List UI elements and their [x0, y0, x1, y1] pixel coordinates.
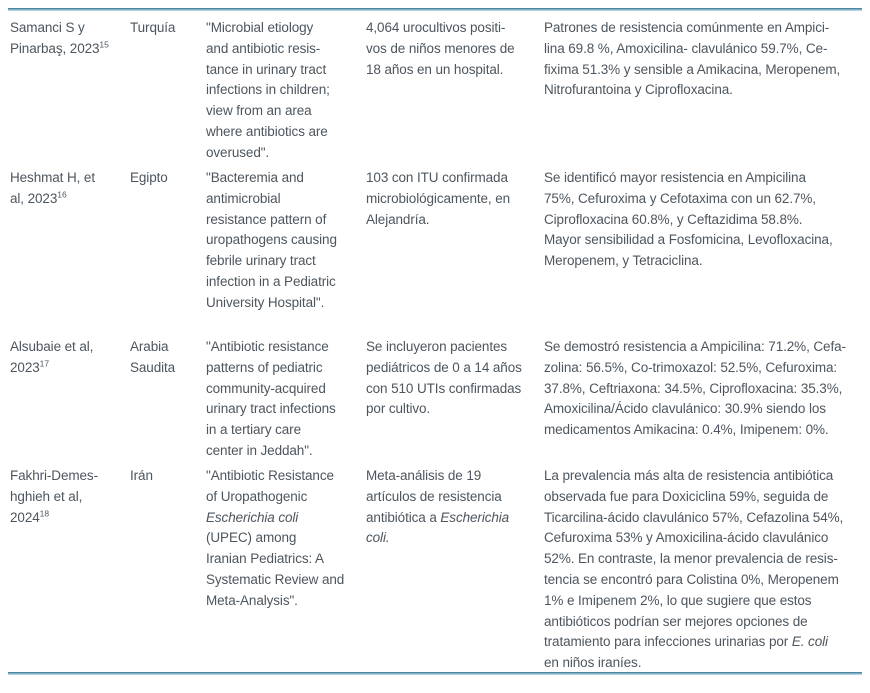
text-line: 4,064 urocultivos positi- — [366, 20, 506, 35]
text-line: Se incluyeron pacientes — [366, 339, 508, 354]
text-line: community-acquired — [206, 380, 326, 396]
country-cell — [130, 466, 206, 674]
text-line: infections in children; — [206, 82, 330, 98]
author-cell — [10, 337, 130, 462]
text-line: Meropenem, y Tetraciclina. — [544, 253, 703, 269]
text-line: Meta-Analysis". — [206, 592, 298, 608]
title-cell — [206, 466, 366, 674]
sample-cell — [366, 168, 544, 330]
text-line: overused". — [206, 144, 270, 160]
text-line: con 510 UTIs confirmadas — [366, 380, 522, 396]
text-line: Meta-análisis de 19 — [366, 468, 482, 483]
text-line: zolina: 56.5%, Co-trimoxazol: 52.5%, Cefuroxima: — [544, 359, 838, 375]
text-line: Iranian Pediatrics: A — [206, 551, 324, 567]
text-line: University Hospital". — [206, 294, 325, 310]
author-cell — [10, 18, 130, 164]
country-cell — [130, 18, 206, 164]
text-line: lina 69.8 %, Amoxicilina- clavulánico 59.7%, Ce- — [544, 40, 828, 56]
text-line: view from an area — [206, 103, 312, 119]
text-line: of Uropathogenic — [206, 488, 308, 504]
text-line: Ticarcilina-ácido clavulánico 57%, Cefazolina 54%, — [544, 509, 844, 525]
text-line: Arabia — [130, 339, 169, 354]
text-line: urinary tract infections — [206, 401, 336, 417]
sample-cell — [366, 337, 544, 462]
table-row — [8, 161, 862, 330]
text-line: "Microbial etiology — [206, 20, 314, 35]
text-line: Amoxicilina/Ácido clavulánico: 30.9% siendo los — [544, 401, 826, 417]
author-cell — [10, 168, 130, 330]
text-line: "Bacteremia and — [206, 170, 304, 185]
text-line: 2024$^{18}$ — [10, 508, 50, 525]
text-line: tance in urinary tract — [206, 61, 327, 77]
text-line: antibióticos podrían ser mejores opciones de — [544, 613, 808, 629]
text-line: tratamiento para infecciones urinarias por E. coli — [544, 634, 828, 650]
text-line: 52%. En contraste, la menor prevalencia de resis- — [544, 551, 838, 567]
text-line: "Antibiotic resistance — [206, 339, 329, 354]
text-line: Ciprofloxacina 60.8%, y Ceftazidima 58.8%. — [544, 211, 803, 227]
text-line: hghieh et al, — [10, 488, 83, 504]
text-line: center in Jeddah". — [206, 442, 313, 458]
text-line: al, 2023$^{16}$ — [10, 189, 67, 206]
table-row — [8, 459, 862, 672]
text-line: Cefuroxima 53% y Amoxicilina-ácido clavulánico — [544, 530, 829, 546]
text-line: antibiótica a Escherichia — [366, 509, 510, 525]
text-line: Saudita — [130, 359, 176, 375]
text-line: 37.8%, Ceftriaxona: 34.5%, Ciprofloxacina: 35.3%, — [544, 380, 843, 396]
text-line: Nitrofurantoina y Ciprofloxacina. — [544, 82, 733, 98]
results-cell — [544, 168, 862, 330]
text-line: La prevalencia más alta de resistencia antibiótica — [544, 468, 834, 483]
text-line: resistance pattern of — [206, 211, 327, 227]
text-line: (UPEC) among — [206, 530, 297, 546]
results-cell — [544, 18, 862, 164]
text-line: tencia se encontró para Colistina 0%, Meropenem — [544, 571, 839, 587]
text-line: where antibiotics are — [206, 123, 328, 139]
text-line: 18 años en un hospital. — [366, 61, 504, 77]
author-cell — [10, 466, 130, 674]
text-line: Escherichia coli — [206, 509, 299, 525]
text-line: antimicrobial — [206, 190, 281, 206]
text-line: 103 con ITU confirmada — [366, 170, 508, 185]
results-cell — [544, 337, 862, 462]
text-line: fixima 51.3% y sensible a Amikacina, Meropenem, — [544, 61, 841, 77]
text-line: 1% e Imipenem 2%, lo que sugiere que estos — [544, 592, 812, 608]
text-line: febrile urinary tract — [206, 253, 316, 269]
text-line: Alejandría. — [366, 211, 430, 227]
text-line: "Antibiotic Resistance — [206, 468, 334, 483]
table-row — [8, 330, 862, 459]
text-line: Irán — [130, 468, 153, 483]
text-line: Egipto — [130, 170, 168, 185]
text-line: microbiológicamente, en — [366, 190, 511, 206]
text-line: pediátricos de 0 a 14 años — [366, 359, 522, 375]
text-line: in a tertiary care — [206, 422, 301, 438]
text-line: artículos de resistencia — [366, 488, 502, 504]
text-line: patterns of pediatric — [206, 359, 323, 375]
text-line: Heshmat H, et — [10, 170, 95, 185]
text-line: Mayor sensibilidad a Fosfomicina, Levofloxacina, — [544, 232, 833, 248]
text-line: infection in a Pediatric — [206, 273, 336, 289]
table-row — [8, 11, 862, 161]
sample-cell — [366, 18, 544, 164]
text-line: Samanci S y — [10, 20, 85, 35]
text-line: Pinarbaş, 2023$^{15}$ — [10, 39, 109, 56]
country-cell — [130, 168, 206, 330]
text-line: and antibiotic resis- — [206, 40, 321, 56]
text-line: Patrones de resistencia comúnmente en Ampici- — [544, 20, 830, 35]
text-line: vos de niños menores de — [366, 40, 515, 56]
text-line: 75%, Cefuroxima y Cefotaxima con un 62.7%, — [544, 190, 816, 206]
studies-table — [8, 8, 862, 675]
text-line: Fakhri-Demes- — [10, 468, 98, 483]
title-cell — [206, 168, 366, 330]
text-line: por cultivo. — [366, 401, 431, 417]
title-cell — [206, 18, 366, 164]
text-line: Se demostró resistencia a Ampicilina: 71.2%, Cefa- — [544, 339, 846, 354]
text-line: Turquía — [130, 20, 176, 35]
text-line: medicamentos Amikacina: 0.4%, Imipenem: 0%. — [544, 422, 829, 438]
text-line: uropathogens causing — [206, 232, 337, 248]
text-line: coli. — [366, 530, 390, 546]
text-line: 2023$^{17}$ — [10, 358, 50, 375]
text-line: Alsubaie et al, — [10, 339, 94, 354]
results-cell — [544, 466, 862, 674]
title-cell — [206, 337, 366, 462]
text-line: Se identificó mayor resistencia en Ampicilina — [544, 170, 806, 185]
text-line: en niños iraníes. — [544, 655, 642, 671]
text-line: observada fue para Doxiciclina 59%, seguida de — [544, 488, 829, 504]
country-cell — [130, 337, 206, 462]
text-line: Systematic Review and — [206, 571, 345, 587]
sample-cell — [366, 466, 544, 674]
